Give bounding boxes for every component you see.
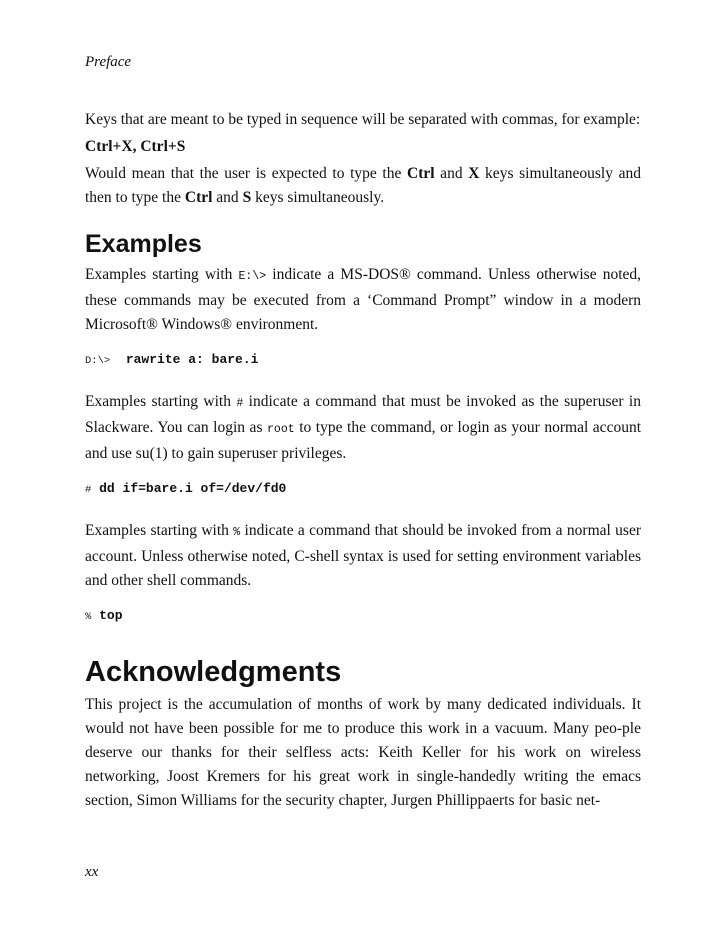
running-header: Preface — [85, 54, 132, 70]
acknowledgments-paragraph: This project is the accumulation of months of work by many dedicated individuals. It would not have been possible for me to produce this work in a vacuum. Many peo-ple deserve our thanks for their selfless acts: Keith Keller for his work on wireless networking, Joost Kremers for his great work in single-handedly writing the emacs section, Simon Williams for the security chapter, Jurgen Phillippaerts for basic net- — [85, 696, 641, 809]
acknowledgments-heading: Acknowledgments — [85, 656, 342, 688]
explanation-text: keys simultaneously. — [251, 189, 385, 206]
explanation-text: keys simultaneously and then to type the — [85, 165, 641, 206]
keys-explanation-paragraph — [85, 162, 641, 210]
key-name: X — [468, 165, 480, 182]
paragraph-text: indicate a command that should be invoked from a normal user account. Unless otherwise noted, C-shell syntax is used for setting environment variables and other shell commands. — [85, 522, 642, 589]
explanation-text: and — [434, 165, 469, 182]
command-prompt: % — [85, 611, 92, 623]
command-text: top — [99, 608, 123, 623]
document-page — [85, 0, 641, 942]
paragraph-text: indicate a command that must be invoked as the superuser in Slackware. You can login as — [85, 393, 641, 436]
user-examples-paragraph — [85, 519, 641, 593]
explanation-text: Would mean that the user is expected to type the — [85, 165, 407, 182]
key-combo-1: Ctrl+X — [85, 138, 133, 155]
dos-examples-paragraph — [85, 263, 641, 337]
paragraph-text: indicate a MS-DOS® command. Unless otherwise noted, these commands may be executed from a ‘Command Prompt” window in a modern Microsoft® Windows® environment. — [85, 266, 642, 333]
command-text: rawrite a: bare.i — [125, 352, 259, 367]
inline-prompt: % — [233, 526, 241, 539]
user-command-example — [85, 607, 641, 626]
examples-heading: Examples — [85, 230, 202, 258]
page-content — [85, 108, 641, 813]
command-text: dd if=bare.i of=/dev/fd0 — [99, 481, 287, 496]
paragraph-text: Examples starting with — [85, 266, 239, 283]
key-combo-2: Ctrl+S — [140, 138, 186, 155]
root-examples-paragraph — [85, 390, 641, 466]
key-name: Ctrl — [407, 165, 435, 182]
paragraph-text: to type the command, or login as your normal account and use su(1) to gain superuser privileges. — [85, 419, 642, 462]
key-name: Ctrl — [184, 189, 213, 206]
page-number: xx — [85, 864, 99, 880]
inline-prompt: E:\> — [238, 270, 267, 283]
paragraph-text: Examples starting with — [85, 522, 234, 539]
command-prompt: # — [85, 484, 92, 496]
explanation-text: and — [212, 189, 243, 206]
keys-intro-paragraph: Keys that are meant to be typed in sequence will be separated with commas, for example: — [85, 111, 641, 128]
inline-prompt: # — [236, 397, 244, 410]
key-separator: , — [132, 138, 141, 155]
root-command-example — [85, 480, 641, 499]
paragraph-text: Examples starting with — [85, 393, 237, 410]
dos-command-example — [85, 351, 641, 370]
key-sequence-example — [85, 135, 641, 159]
command-prompt: D:\> — [85, 355, 111, 367]
inline-username: root — [267, 423, 295, 436]
key-name: S — [242, 189, 252, 206]
